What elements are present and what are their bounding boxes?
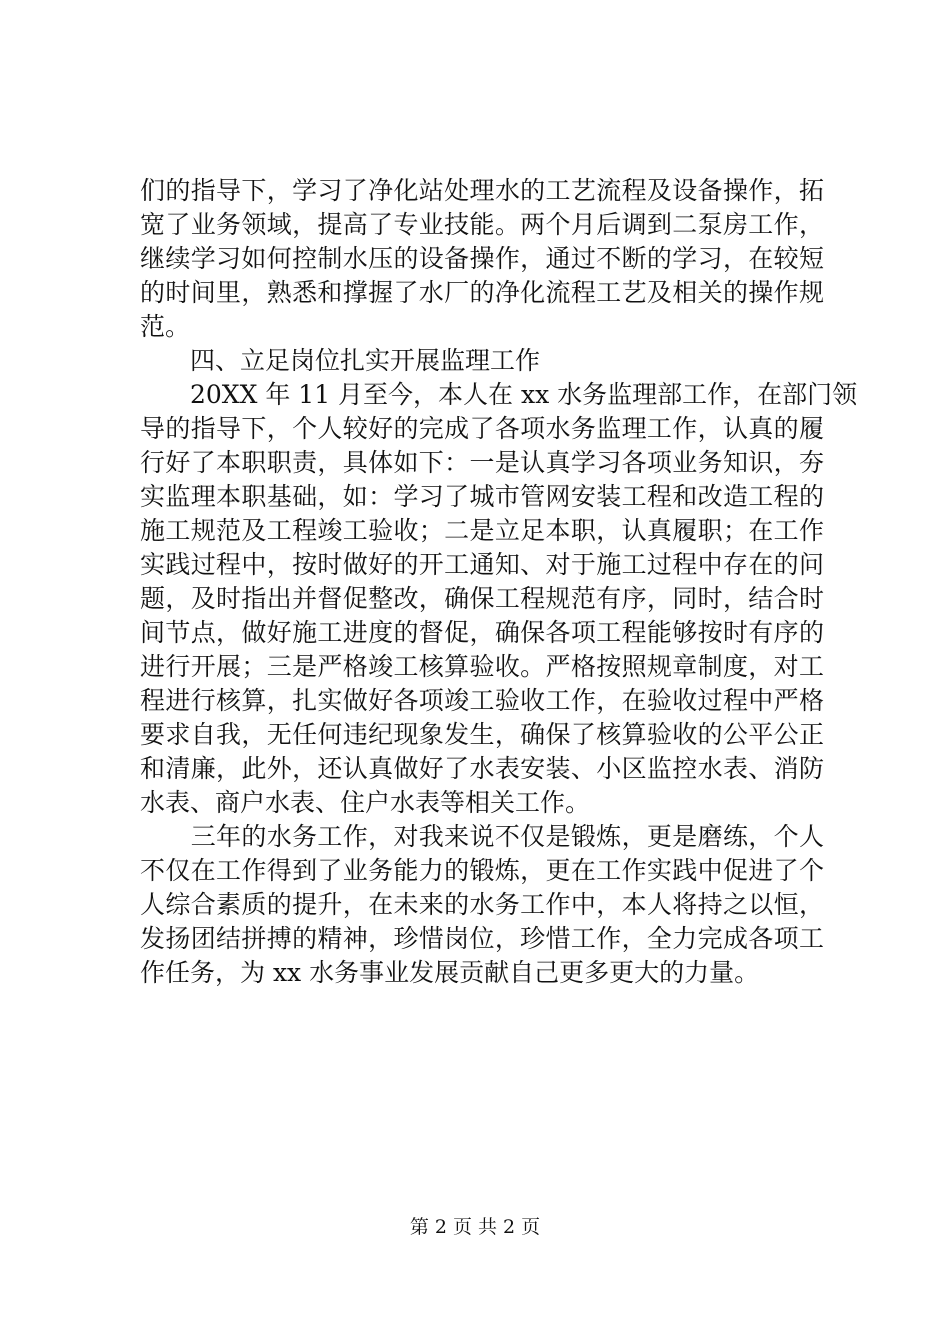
text-line: 题，及时指出并督促整改，确保工程规范有序，同时，结合时: [140, 584, 824, 613]
text-line: 导的指导下，个人较好的完成了各项水务监理工作，认真的履: [140, 414, 824, 443]
text-line: 要求自我，无任何违纪现象发生，确保了核算验收的公平公正: [140, 720, 824, 749]
text-line: 间节点，做好施工进度的督促，确保各项工程能够按时有序的: [140, 618, 824, 647]
section-heading: 四、立足岗位扎实开展监理工作: [140, 346, 541, 375]
text-line: 宽了业务领域，提高了专业技能。两个月后调到二泵房工作，: [140, 210, 824, 239]
text-line: 三年的水务工作，对我来说不仅是锻炼，更是磨练，个人: [140, 822, 824, 851]
text-line: 20XX 年 11 月至今，本人在 xx 水务监理部工作，在部门领: [140, 380, 858, 409]
text-line: 作任务，为 xx 水务事业发展贡献自己更多更大的力量。: [140, 958, 760, 987]
text-line: 进行开展；三是严格竣工核算验收。严格按照规章制度，对工: [140, 652, 824, 681]
text-line: 的时间里，熟悉和撑握了水厂的净化流程工艺及相关的操作规: [140, 278, 824, 307]
text-line: 和清廉，此外，还认真做好了水表安装、小区监控水表、消防: [140, 754, 824, 783]
text-line: 行好了本职职责，具体如下：一是认真学习各项业务知识，夯: [140, 448, 824, 477]
text-line: 人综合素质的提升，在未来的水务工作中，本人将持之以恒，: [140, 890, 824, 919]
text-line: 施工规范及工程竣工验收；二是立足本职，认真履职；在工作: [140, 516, 824, 545]
text-line: 范。: [140, 312, 191, 341]
text-line: 不仅在工作得到了业务能力的锻炼，更在工作实践中促进了个: [140, 856, 824, 885]
text-line: 实践过程中，按时做好的开工通知、对于施工过程中存在的问: [140, 550, 824, 579]
text-line: 水表、商户水表、住户水表等相关工作。: [140, 788, 591, 817]
document-body: [140, 174, 858, 990]
text-line: 实监理本职基础，如：学习了城市管网安装工程和改造工程的: [140, 482, 824, 511]
page-number-footer: 第 2 页 共 2 页: [409, 1216, 541, 1238]
text-line: 发扬团结拼搏的精神，珍惜岗位，珍惜工作，全力完成各项工: [140, 924, 824, 953]
text-line: 继续学习如何控制水压的设备操作，通过不断的学习，在较短: [140, 244, 824, 273]
text-line: 程进行核算，扎实做好各项竣工验收工作，在验收过程中严格: [140, 686, 824, 715]
text-line: 们的指导下，学习了净化站处理水的工艺流程及设备操作，拓: [140, 176, 824, 205]
